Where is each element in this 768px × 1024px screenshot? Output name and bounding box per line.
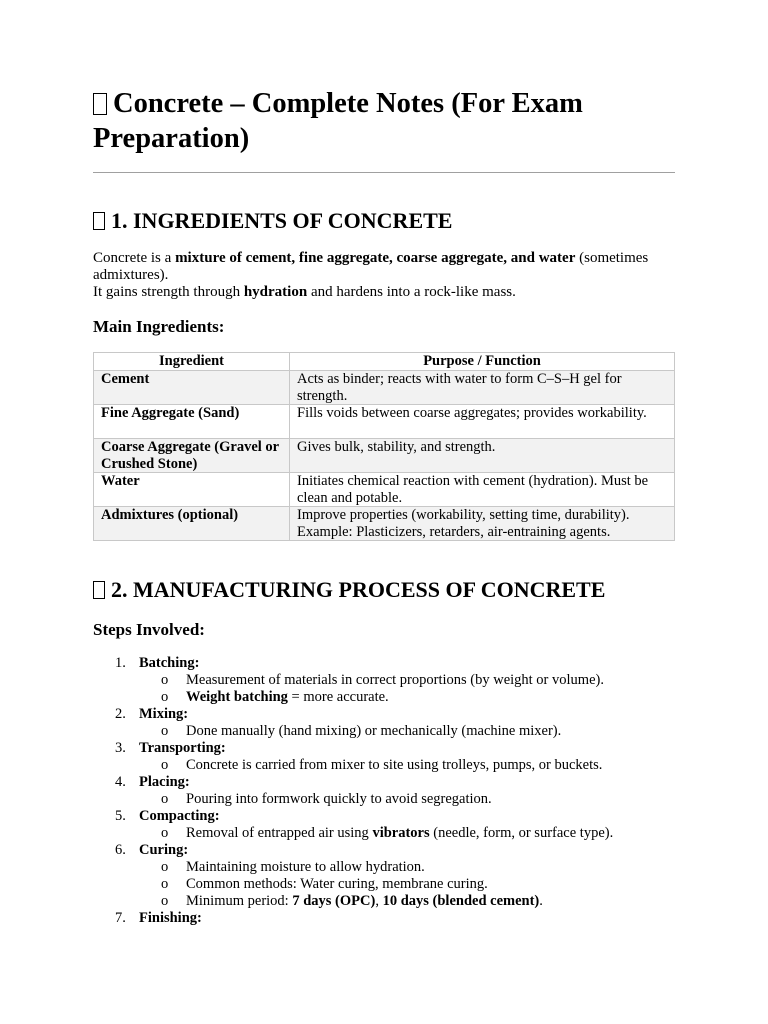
ingredient-cell: Admixtures (optional) [94, 507, 290, 541]
step-bullet-list [139, 757, 683, 774]
ingredient-cell: Coarse Aggregate (Gravel or Crushed Stone) [94, 439, 290, 473]
purpose-cell: Improve properties (workability, setting time, durability). Example: Plasticizers, retarders, air-entraining agents. [290, 507, 675, 541]
step-number: 5. [115, 808, 126, 824]
list-item [139, 791, 683, 808]
step-number: 3. [115, 740, 126, 756]
ingredients-table [93, 352, 675, 541]
step-bullet-list [139, 723, 683, 740]
intro-text: It gains strength through [93, 284, 244, 300]
bullet-text: . [539, 893, 543, 909]
step-item [93, 774, 683, 808]
section-heading-manufacturing [93, 577, 605, 603]
bullet-bold-text: Weight batching [186, 689, 288, 705]
section-heading-text: 1. INGREDIENTS OF CONCRETE [111, 208, 453, 233]
step-number: 4. [115, 774, 126, 790]
bullet-marker: o [161, 791, 169, 807]
purpose-cell: Gives bulk, stability, and strength. [290, 439, 675, 473]
missing-glyph-icon [93, 212, 105, 230]
list-item [139, 757, 683, 774]
bullet-text: = more accurate. [287, 689, 389, 705]
step-bullet-list [139, 825, 683, 842]
bullet-text: (needle, form, or surface type). [429, 825, 614, 841]
intro-text: and hardens into a rock-like mass. [307, 284, 516, 300]
step-bullet-list [139, 859, 683, 910]
step-number: 7. [115, 910, 126, 926]
steps-subheading: Steps Involved: [93, 620, 205, 639]
table-row [94, 473, 675, 507]
step-item [93, 910, 683, 927]
bullet-marker: o [161, 723, 169, 739]
steps-list [93, 655, 683, 927]
bullet-marker: o [161, 825, 169, 841]
missing-glyph-icon [93, 93, 107, 115]
bullet-marker: o [161, 876, 169, 892]
purpose-cell: Initiates chemical reaction with cement (hydration). Must be clean and potable. [290, 473, 675, 507]
list-item [139, 825, 683, 842]
bullet-text: Concrete is carried from mixer to site using trolleys, pumps, or buckets. [186, 757, 603, 773]
missing-glyph-icon [93, 581, 105, 599]
bullet-marker: o [161, 672, 169, 688]
purpose-cell: Fills voids between coarse aggregates; provides workability. [290, 405, 675, 439]
bullet-text: Minimum period: [186, 893, 293, 909]
table-row [94, 405, 675, 439]
bullet-marker: o [161, 893, 169, 909]
ingredient-cell: Fine Aggregate (Sand) [94, 405, 290, 439]
bullet-text: Maintaining moisture to allow hydration. [186, 859, 425, 875]
step-title: Placing: [139, 774, 190, 790]
bullet-bold-text: vibrators [372, 825, 430, 841]
step-item [93, 655, 683, 706]
ingredient-cell: Water [94, 473, 290, 507]
step-title: Curing: [139, 842, 189, 858]
bullet-marker: o [161, 859, 169, 875]
intro-text: Concrete is a [93, 250, 176, 266]
section-heading-text: 2. MANUFACTURING PROCESS OF CONCRETE [111, 577, 606, 602]
step-item [93, 706, 683, 740]
purpose-cell: Acts as binder; reacts with water to form C–S–H gel for strength. [290, 371, 675, 405]
list-item [139, 876, 683, 893]
bullet-bold-text: 10 days (blended cement) [382, 893, 540, 909]
step-title: Transporting: [139, 740, 226, 756]
step-item [93, 740, 683, 774]
bullet-marker: o [161, 757, 169, 773]
intro-paragraph [93, 250, 683, 301]
table-row [94, 371, 675, 405]
list-item [139, 893, 683, 910]
step-bullet-list [139, 672, 683, 706]
bullet-text: Pouring into formwork quickly to avoid segregation. [186, 791, 492, 807]
bullet-text: , [375, 893, 383, 909]
bullet-text: Done manually (hand mixing) or mechanically (machine mixer). [186, 723, 562, 739]
horizontal-divider [93, 172, 675, 173]
step-title: Finishing: [139, 910, 202, 926]
page-title-text: Concrete – Complete Notes (For Exam Preparation) [93, 88, 583, 154]
table-header-cell: Purpose / Function [290, 353, 675, 371]
step-title: Mixing: [139, 706, 189, 722]
step-bullet-list [139, 791, 683, 808]
step-item [93, 842, 683, 910]
table-header-row [94, 353, 675, 371]
step-item [93, 808, 683, 842]
bullet-text: Removal of entrapped air using [186, 825, 373, 841]
page-title [93, 86, 693, 156]
list-item [139, 672, 683, 689]
bullet-bold-text: 7 days (OPC) [292, 893, 376, 909]
step-number: 1. [115, 655, 126, 671]
step-title: Compacting: [139, 808, 220, 824]
table-row [94, 507, 675, 541]
intro-bold-text: hydration [243, 284, 308, 300]
intro-bold-text: mixture of cement, fine aggregate, coarse aggregate, and water [175, 250, 576, 266]
step-title: Batching: [139, 655, 200, 671]
list-item [139, 859, 683, 876]
main-ingredients-subheading: Main Ingredients: [93, 317, 225, 336]
table-header-cell: Ingredient [94, 353, 290, 371]
step-number: 2. [115, 706, 126, 722]
bullet-marker: o [161, 689, 169, 705]
bullet-text: Common methods: Water curing, membrane curing. [186, 876, 488, 892]
intro-text: (sometimes admixtures). [93, 250, 649, 283]
bullet-text: Measurement of materials in correct proportions (by weight or volume). [186, 672, 604, 688]
table-row [94, 439, 675, 473]
list-item [139, 723, 683, 740]
list-item [139, 689, 683, 706]
step-number: 6. [115, 842, 126, 858]
ingredient-cell: Cement [94, 371, 290, 405]
section-heading-ingredients [93, 208, 452, 234]
